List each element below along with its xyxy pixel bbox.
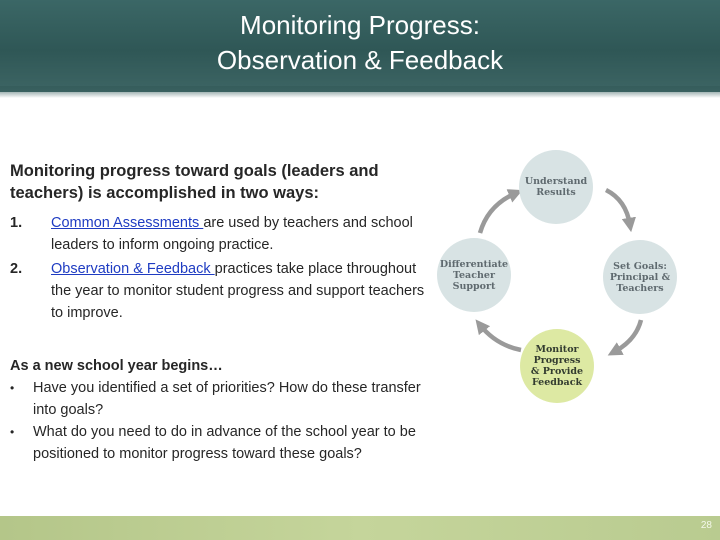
list-item-text: practices take place throughout the year to monitor student progress and support teachers to improve. xyxy=(51,261,425,321)
differentiate-support-node xyxy=(437,238,511,312)
list-item-text: are used by teachers and school leaders to inform ongoing practice. xyxy=(51,215,413,253)
node-label: Progress xyxy=(533,355,581,366)
set-goals-node xyxy=(603,240,677,314)
arrow-to-monitor-icon xyxy=(614,320,641,352)
node-label: Support xyxy=(452,280,496,292)
bullet-item xyxy=(10,421,440,465)
bullet-text: What do you need to do in advance of the school year to be positioned to monitor progress toward these goals? xyxy=(33,424,416,462)
title-line-1: Monitoring Progress: xyxy=(240,10,480,40)
bullet-icon: • xyxy=(10,381,15,395)
node-label: Set Goals: xyxy=(613,260,667,272)
arrow-to-set-goals-icon xyxy=(606,190,630,225)
arrow-to-differentiate-icon xyxy=(480,325,521,350)
monitor-progress-node xyxy=(520,329,594,403)
node-label: Teachers xyxy=(616,282,664,294)
cycle-diagram xyxy=(436,145,720,410)
new-year-heading: As a new school year begins… xyxy=(10,358,223,374)
node-label: Results xyxy=(536,187,576,198)
numbered-list xyxy=(10,212,430,326)
bullet-icon: • xyxy=(10,425,15,439)
slide-title xyxy=(0,8,720,78)
bullet-text: Have you identified a set of priorities? How do these transfer into goals? xyxy=(33,380,421,418)
node-label: Feedback xyxy=(531,377,583,388)
node-label: Teacher xyxy=(453,269,495,281)
list-number: 2. xyxy=(10,261,23,277)
node-label: Understand xyxy=(524,176,588,187)
node-label: & Provide xyxy=(530,366,584,377)
node-label: Differentiate xyxy=(439,258,509,270)
intro-text: Monitoring progress toward goals (leaders and teachers) is accomplished in two ways: xyxy=(10,162,379,202)
node-label: Monitor xyxy=(535,344,579,355)
footer-band xyxy=(0,516,720,540)
node-label: Principal & xyxy=(609,271,671,283)
new-year-section xyxy=(10,355,440,465)
observation-feedback-link[interactable]: Observation & Feedback xyxy=(51,261,215,277)
list-number: 1. xyxy=(10,215,23,231)
understand-results-node xyxy=(519,150,593,224)
arrow-to-understand-icon xyxy=(480,193,516,233)
bullet-item xyxy=(10,377,440,421)
title-line-2: Observation & Feedback xyxy=(216,45,504,75)
common-assessments-link[interactable]: Common Assessments xyxy=(51,215,204,231)
list-item xyxy=(10,258,430,324)
bullet-list xyxy=(10,377,440,465)
page-number: 28 xyxy=(700,520,712,531)
list-item xyxy=(10,212,430,256)
